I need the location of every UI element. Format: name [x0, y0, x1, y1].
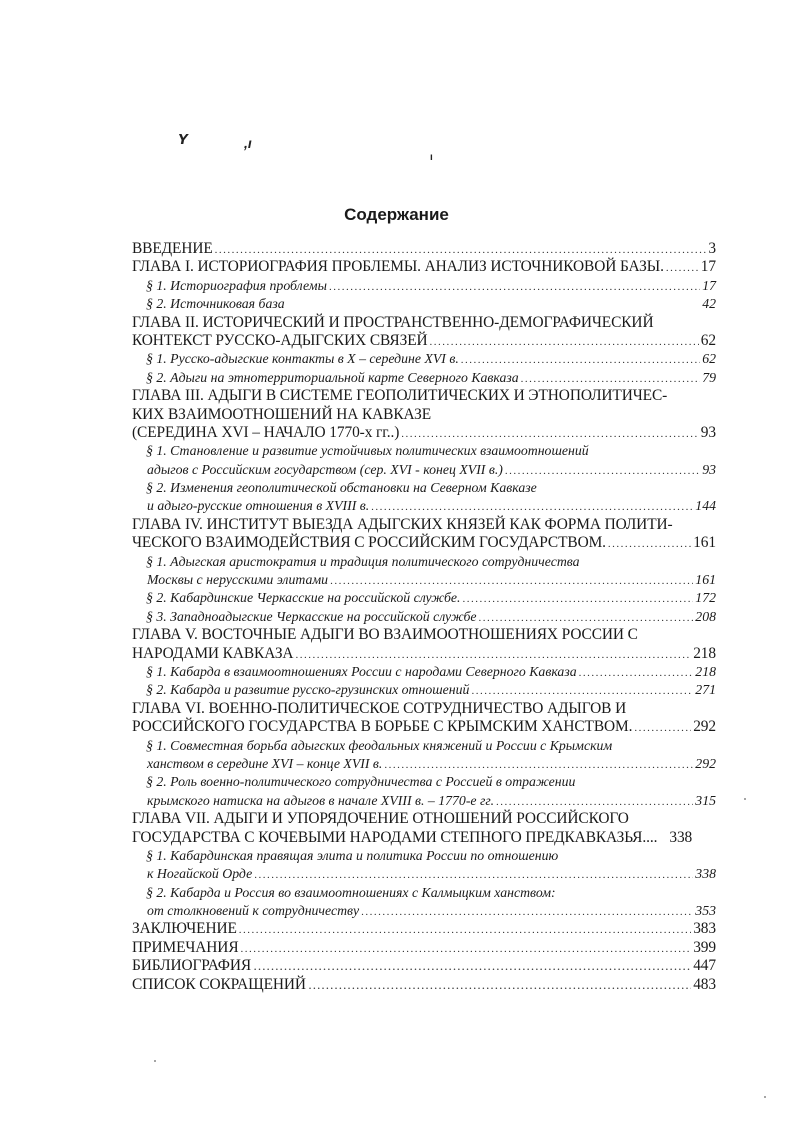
toc-entry-text: § 1. Кабарда в взаимоотношениях России с народами Северного Кавказа	[146, 663, 577, 679]
page-number: 161	[695, 572, 716, 588]
toc-section-line	[132, 773, 716, 791]
page-title: Содержание	[344, 205, 449, 224]
table-of-contents	[132, 240, 716, 994]
page-number: 399	[693, 938, 716, 956]
toc-entry-text: ЗАКЛЮЧЕНИЕ	[132, 920, 237, 938]
page-number: 292	[693, 718, 716, 736]
scan-mark: ı	[430, 152, 433, 163]
toc-section-line	[132, 497, 716, 515]
page-number: 338	[695, 866, 716, 882]
toc-entry-text: КИХ ВЗАИМООТНОШЕНИЙ НА КАВКАЗЕ	[132, 405, 432, 423]
toc-entry-text: § 1. Совместная борьба адыгских феодальных княжений и России с Крымским	[146, 737, 613, 753]
dot-leader	[308, 976, 691, 994]
toc-entry-text: ГЛАВА II. ИСТОРИЧЕСКИЙ И ПРОСТРАНСТВЕННО-ДЕМОГРАФИЧЕСКИЙ	[132, 313, 654, 331]
toc-entry-text: § 2. Адыги на этнотерриториальной карте Северного Кавказа	[146, 369, 519, 385]
page-number: 483	[693, 975, 716, 993]
toc-section-line	[132, 277, 716, 295]
toc-entry-text: РОССИЙСКОГО ГОСУДАРСТВА В БОРЬБЕ С КРЫМСКИМ ХАНСТВОМ.	[132, 718, 633, 736]
dot-leader	[461, 351, 700, 369]
toc-entry-text: от столкновений к сотрудничеству	[147, 903, 360, 919]
toc-entry-text: § 2. Роль военно-политического сотрудничества с Россией в отражении	[146, 774, 576, 790]
dot-leader	[505, 462, 700, 480]
page-number: 292	[695, 755, 716, 771]
page-number: 161	[693, 534, 716, 552]
toc-entry-text: Москвы с нерусскими элитами	[147, 572, 329, 588]
dot-leader	[253, 957, 691, 975]
page-number: 3	[708, 240, 716, 257]
toc-chapter-line	[132, 387, 716, 405]
page-number: 17	[702, 277, 716, 293]
toc-entry-text: § 1. Адыгская аристократия и традиция политического сотрудничества	[146, 553, 580, 569]
toc-entry-text: крымского натиска на адыгов в начале XVIII в. – 1770-е гг.	[147, 792, 495, 808]
page-number: 172	[695, 590, 716, 606]
dot-leader	[608, 535, 691, 553]
toc-entry-text: БИБЛИОГРАФИЯ	[132, 957, 252, 975]
toc-section-line	[132, 865, 716, 883]
toc-entry-text: КОНТЕКСТ РУССКО-АДЫГСКИХ СВЯЗЕЙ	[132, 331, 428, 349]
toc-section-line	[132, 608, 716, 626]
toc-section-line	[132, 461, 716, 479]
dot-leader	[666, 259, 699, 277]
toc-chapter-line	[132, 976, 716, 994]
toc-chapter-line	[132, 626, 716, 644]
toc-entry-text: § 3. Западноадыгские Черкасские на российской службе	[146, 608, 477, 624]
toc-section-line	[132, 884, 716, 902]
toc-chapter-line	[132, 700, 716, 718]
scan-speck	[744, 798, 746, 800]
toc-section-line	[132, 442, 716, 460]
toc-section-line	[132, 553, 716, 571]
toc-section-line	[132, 663, 716, 681]
toc-chapter-line	[132, 939, 716, 957]
dot-leader	[401, 425, 699, 443]
toc-entry-text: § 2. Кабарда и развитие русско-грузинских отношений	[146, 682, 470, 698]
dot-leader	[215, 241, 707, 259]
dot-leader	[384, 756, 693, 774]
toc-section-line	[132, 571, 716, 589]
page-number: 271	[695, 682, 716, 698]
scan-mark: ,ı	[244, 135, 252, 151]
dot-leader	[330, 572, 693, 590]
dot-leader	[371, 498, 693, 516]
page-number: 79	[702, 369, 716, 385]
toc-section-line	[132, 902, 716, 920]
dot-leader	[254, 866, 693, 884]
toc-entry-text: (СЕРЕДИНА XVI – НАЧАЛО 1770-х гг..)	[132, 423, 400, 441]
toc-chapter-line	[132, 645, 716, 663]
toc-entry-text: ханством в середине XVI – конце XVII в.	[147, 755, 383, 771]
page-number: 62	[702, 351, 716, 367]
page-number: 383	[693, 920, 716, 938]
toc-entry-text: § 2. Кабарда и Россия во взаимоотношениях с Калмыцким ханством:	[146, 884, 556, 900]
dot-leader	[579, 664, 694, 682]
toc-section-line	[132, 792, 716, 810]
page-number: 62	[700, 331, 716, 349]
scan-mark: ʏ	[178, 128, 188, 148]
page-number: 218	[693, 644, 716, 662]
page-number: 42	[702, 296, 716, 312]
toc-chapter-line	[132, 314, 716, 332]
dot-leader	[496, 793, 693, 811]
dot-leader	[295, 646, 691, 664]
scan-speck	[764, 1096, 766, 1098]
toc-entry-text: ГОСУДАРСТВА С КОЧЕВЫМИ НАРОДАМИ СТЕПНОГО ПРЕДКАВКАЗЬЯ....	[132, 828, 658, 846]
toc-entry-text: ГЛАВА VI. ВОЕННО-ПОЛИТИЧЕСКОЕ СОТРУДНИЧЕСТВО АДЫГОВ И	[132, 699, 627, 717]
toc-entry-text: ГЛАВА V. ВОСТОЧНЫЕ АДЫГИ ВО ВЗАИМООТНОШЕНИЯХ РОССИИ С	[132, 626, 638, 644]
toc-chapter-line	[132, 258, 716, 276]
toc-chapter-line	[132, 240, 716, 258]
toc-entry-text: адыгов с Российским государством (сер. XVI - конец XVII в.)	[147, 461, 503, 477]
page-number: 315	[695, 792, 716, 808]
page-number: 93	[702, 461, 716, 477]
dot-leader	[241, 940, 692, 958]
toc-chapter-line	[132, 810, 716, 828]
toc-chapter-line	[132, 957, 716, 975]
toc-entry-text: § 1. Кабардинская правящая элита и политика России по отношению	[146, 847, 559, 863]
toc-section-line	[132, 295, 716, 313]
toc-section-line	[132, 589, 716, 607]
page-number: 93	[700, 423, 716, 441]
toc-entry-text: § 1. Историография проблемы	[146, 277, 327, 293]
dot-leader	[239, 921, 691, 939]
toc-section-line	[132, 755, 716, 773]
dot-leader	[479, 609, 694, 627]
toc-entry-text: § 1. Русско-адыгские контакты в X – середине XVI в.	[146, 351, 459, 367]
page-number: 447	[693, 957, 716, 975]
page-number: 353	[695, 903, 716, 919]
toc-entry-text: ГЛАВА VII. АДЫГИ И УПОРЯДОЧЕНИЕ ОТНОШЕНИЙ РОССИЙСКОГО	[132, 810, 629, 828]
page-number: 208	[695, 608, 716, 624]
toc-entry-text: НАРОДАМИ КАВКАЗА	[132, 644, 294, 662]
toc-entry-text: ГЛАВА III. АДЫГИ В СИСТЕМЕ ГЕОПОЛИТИЧЕСКИХ И ЭТНОПОЛИТИЧЕС-	[132, 387, 668, 405]
toc-entry-text: ГЛАВА IV. ИНСТИТУТ ВЫЕЗДА АДЫГСКИХ КНЯЗЕЙ КАК ФОРМА ПОЛИТИ-	[132, 515, 673, 533]
toc-entry-text: § 2. Источниковая база	[146, 296, 285, 312]
toc-entry-text: ЧЕСКОГО ВЗАИМОДЕЙСТВИЯ С РОССИЙСКИМ ГОСУДАРСТВОМ.	[132, 534, 606, 552]
toc-section-line	[132, 350, 716, 368]
toc-entry-text: § 2. Кабардинские Черкасские на российской службе.	[146, 590, 461, 606]
dot-leader	[521, 370, 701, 388]
dot-leader	[471, 682, 693, 700]
toc-entry-text: ГЛАВА I. ИСТОРИОГРАФИЯ ПРОБЛЕМЫ. АНАЛИЗ ИСТОЧНИКОВОЙ БАЗЫ.	[132, 258, 664, 276]
toc-chapter-line	[132, 406, 716, 424]
page-number: 218	[695, 663, 716, 679]
toc-chapter-line	[132, 534, 716, 552]
page-number: 338	[669, 828, 693, 846]
dot-leader	[462, 590, 693, 608]
toc-chapter-line	[132, 332, 716, 350]
toc-chapter-line	[132, 424, 716, 442]
toc-entry-text: ВВЕДЕНИЕ	[132, 240, 213, 257]
toc-section-line	[132, 369, 716, 387]
toc-entry-text: § 2. Изменения геополитической обстановки на Северном Кавказе	[146, 480, 537, 496]
toc-entry-text: и адыго-русские отношения в XVIII в.	[147, 498, 370, 514]
toc-section-line	[132, 681, 716, 699]
dot-leader	[430, 333, 699, 351]
toc-chapter-line	[132, 718, 716, 736]
toc-section-line	[132, 847, 716, 865]
toc-section-line	[132, 737, 716, 755]
toc-entry-text: ПРИМЕЧАНИЯ	[132, 938, 239, 956]
dot-leader	[329, 278, 700, 296]
dot-leader	[634, 719, 691, 737]
page-number: 144	[695, 498, 716, 514]
toc-entry-text: к Ногайской Орде	[147, 866, 253, 882]
toc-section-line	[132, 479, 716, 497]
toc-entry-text: СПИСОК СОКРАЩЕНИЙ	[132, 975, 306, 993]
toc-chapter-line	[132, 920, 716, 938]
dot-leader	[361, 903, 693, 921]
page-number: 17	[700, 258, 716, 276]
scan-speck	[154, 1060, 156, 1062]
toc-chapter-line	[132, 829, 716, 847]
toc-entry-text: § 1. Становление и развитие устойчивых политических взаимоотношений	[146, 443, 589, 459]
toc-chapter-line	[132, 516, 716, 534]
